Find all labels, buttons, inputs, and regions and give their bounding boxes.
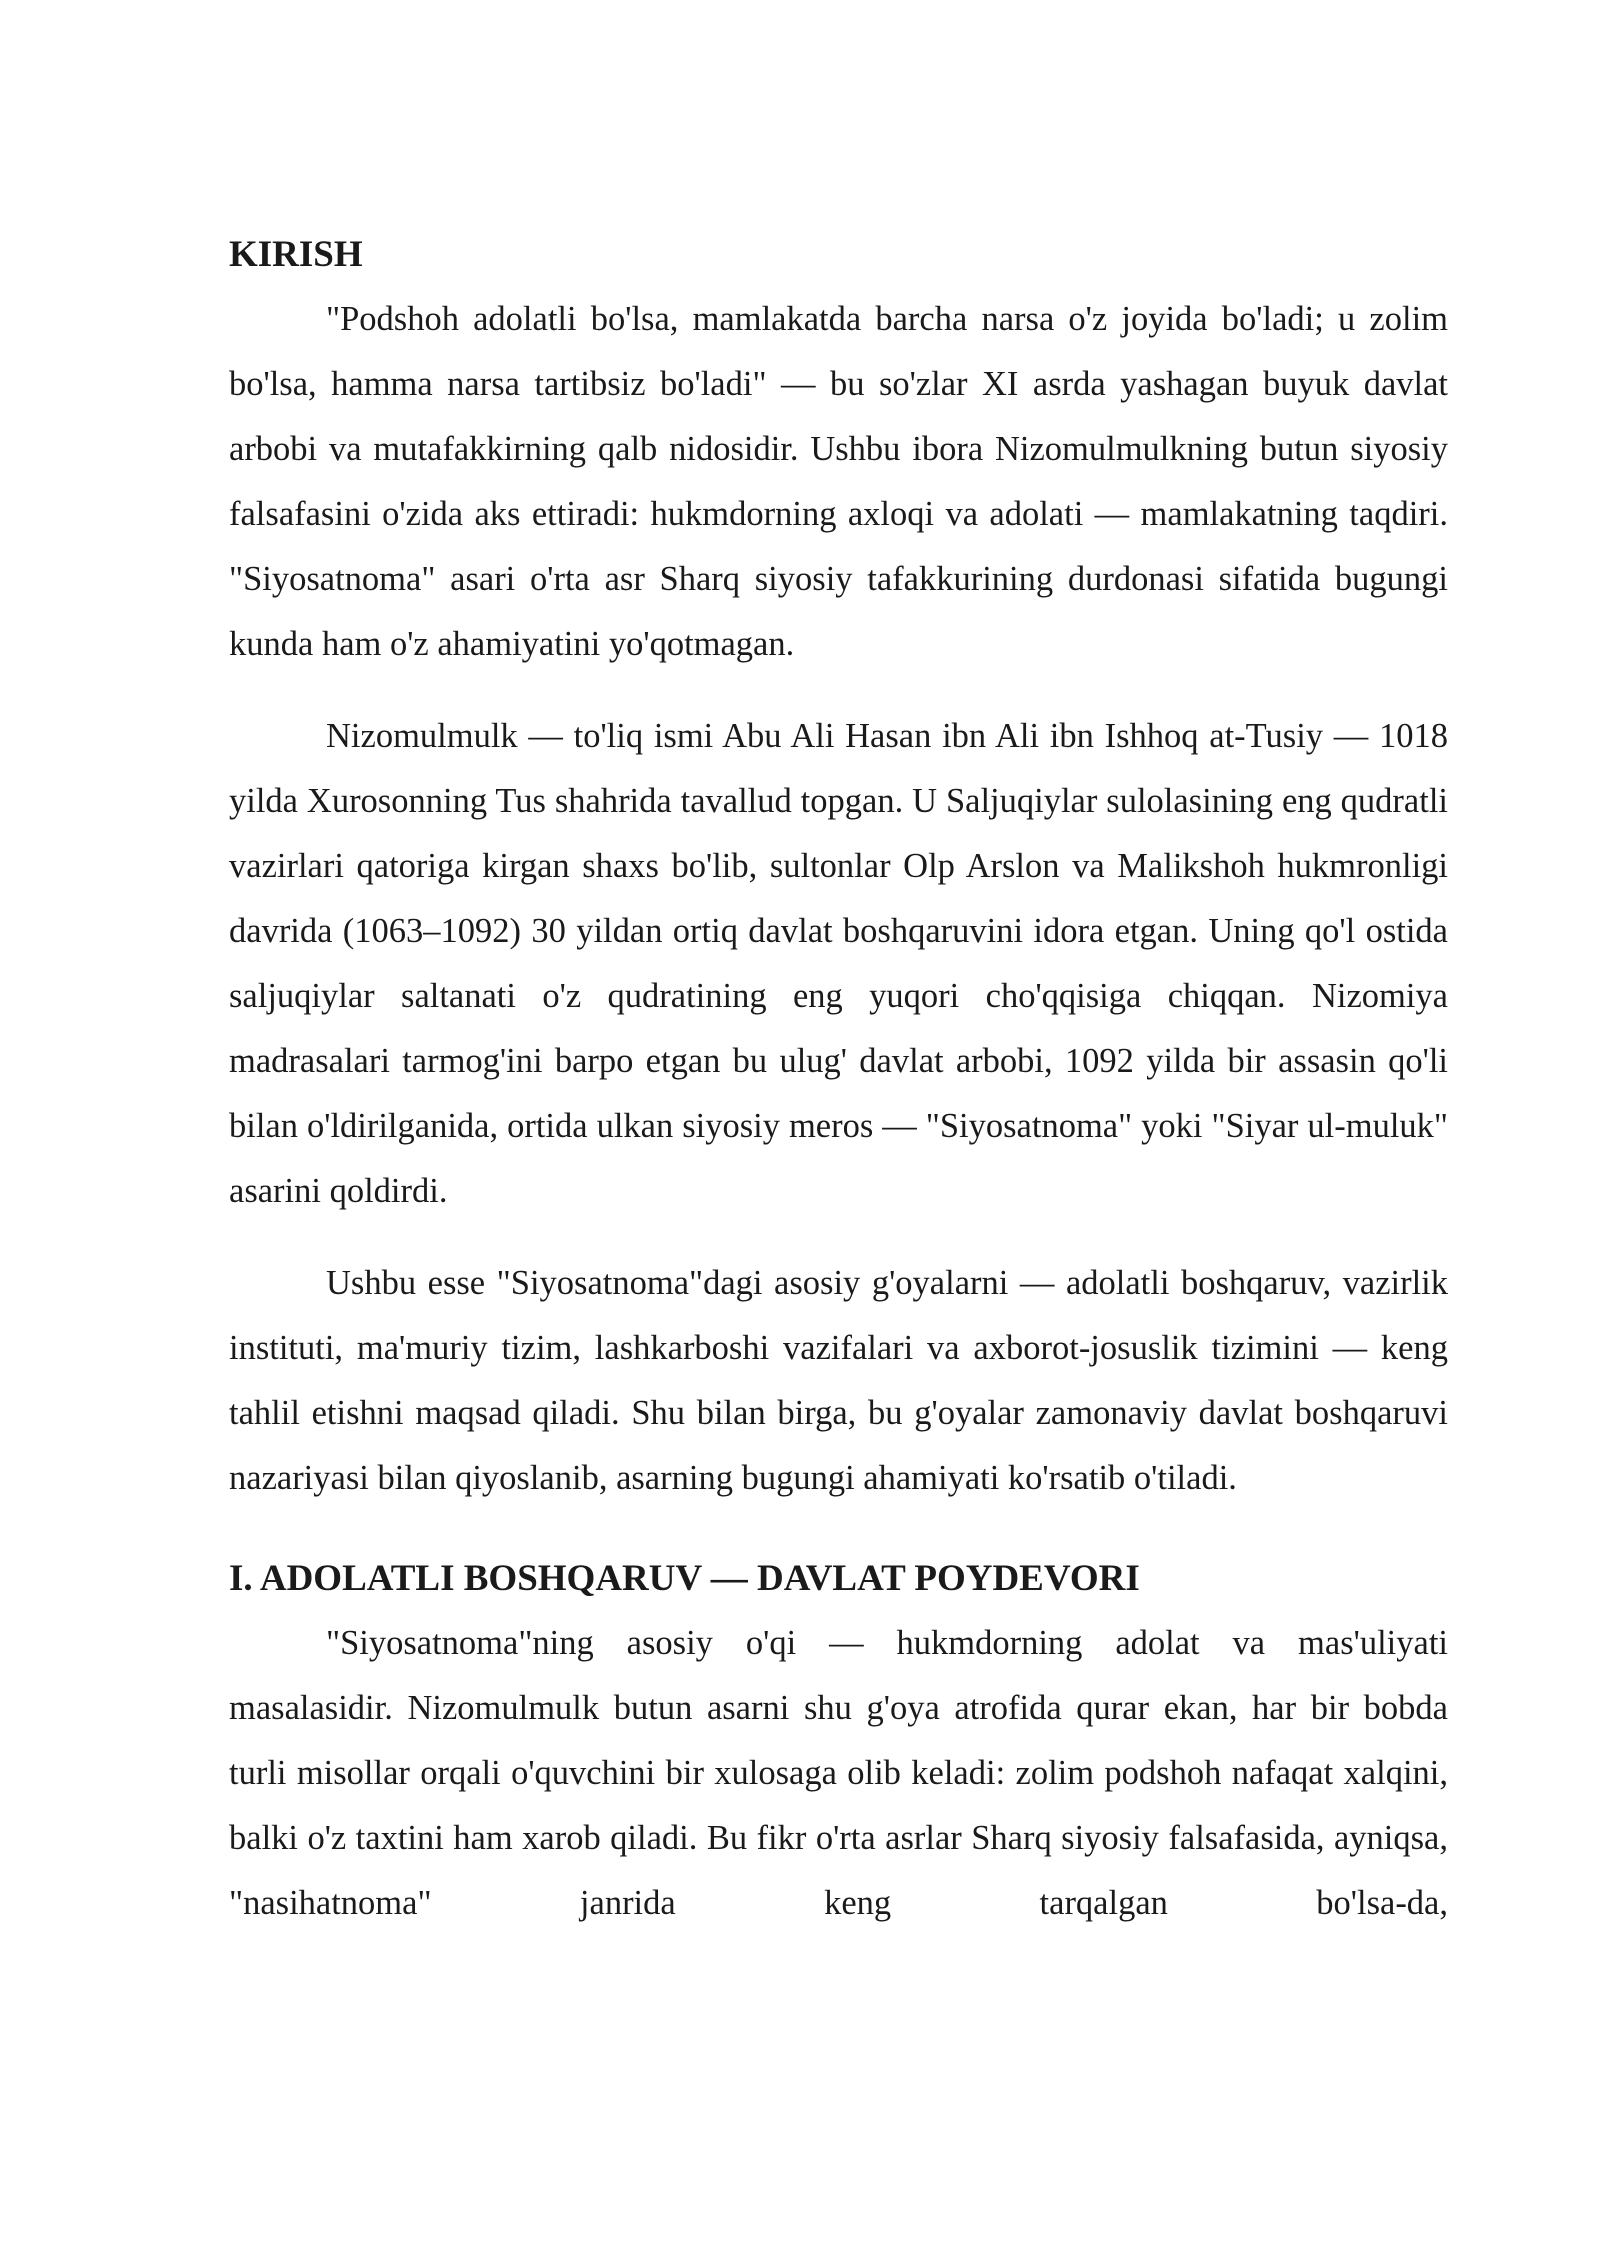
intro-paragraph-2: Nizomulmulk — to'liq ismi Abu Ali Hasan ibn Ali ibn Ishhoq at-Tusiy — 1018 yilda Xurosonning Tus shahrida tavallud topgan. U Saljuqiylar sulolasining eng qudratli vazirlari qatoriga kirgan shaxs bo'lib, sultonlar Olp Arslon va Malikshoh hukmronligi davrida (1063–1092) 30 yildan ortiq davlat boshqaruvini idora etgan. Uning qo'l ostida saljuqiylar saltanati o'z qudratining eng yuqori cho'qqisiga chiqqan. Nizomiya madrasalari tarmog'ini barpo etgan bu ulug' davlat arbobi, 1092 yilda bir assasin qo'li bilan o'ldirilganida, ortida ulkan siyosiy meros — "Siyosatnoma" yoki "Siyar ul-muluk" asarini qoldirdi.: [229, 717, 1448, 1210]
document-page: [229, 222, 1448, 1936]
section-1-heading: I. ADOLATLI BOSHQARUV — DAVLAT POYDEVORI: [229, 1558, 1140, 1599]
intro-heading: KIRISH: [229, 234, 363, 275]
intro-paragraph-3: Ushbu esse "Siyosatnoma"dagi asosiy g'oyalarni — adolatli boshqaruv, vazirlik instituti, ma'muriy tizim, lashkarboshi vazifalari va axborot-josuslik tizimini — keng tahlil etishni maqsad qiladi. Shu bilan birga, bu g'oyalar zamonaviy davlat boshqaruvi nazariyasi bilan qiyoslanib, asarning bugungi ahamiyati ko'rsatib o'tiladi.: [229, 1264, 1448, 1497]
intro-paragraph-1: "Podshoh adolatli bo'lsa, mamlakatda barcha narsa o'z joyida bo'ladi; u zolim bo'lsa, hamma narsa tartibsiz bo'ladi" — bu so'zlar XI asrda yashagan buyuk davlat arbobi va mutafakkirning qalb nidosidir. Ushbu ibora Nizomulmulkning butun siyosiy falsafasini o'zida aks ettiradi: hukmdorning axloqi va adolati — mamlakatning taqdiri. "Siyosatnoma" asari o'rta asr Sharq siyosiy tafakkurining durdonasi sifatida bugungi kunda ham o'z ahamiyatini yo'qotmagan.: [229, 300, 1448, 663]
section-1-paragraph-1: "Siyosatnoma"ning asosiy o'qi — hukmdorning adolat va mas'uliyati masalasidir. Nizomulmulk butun asarni shu g'oya atrofida qurar ekan, har bir bobda turli misollar orqali o'quvchini bir xulosaga olib keladi: zolim podshoh nafaqat xalqini, balki o'z taxtini ham xarob qiladi. Bu fikr o'rta asrlar Sharq siyosiy falsafasida, ayniqsa, "nasihatnoma" janrida keng tarqalgan bo'lsa-da,: [229, 1624, 1448, 1922]
